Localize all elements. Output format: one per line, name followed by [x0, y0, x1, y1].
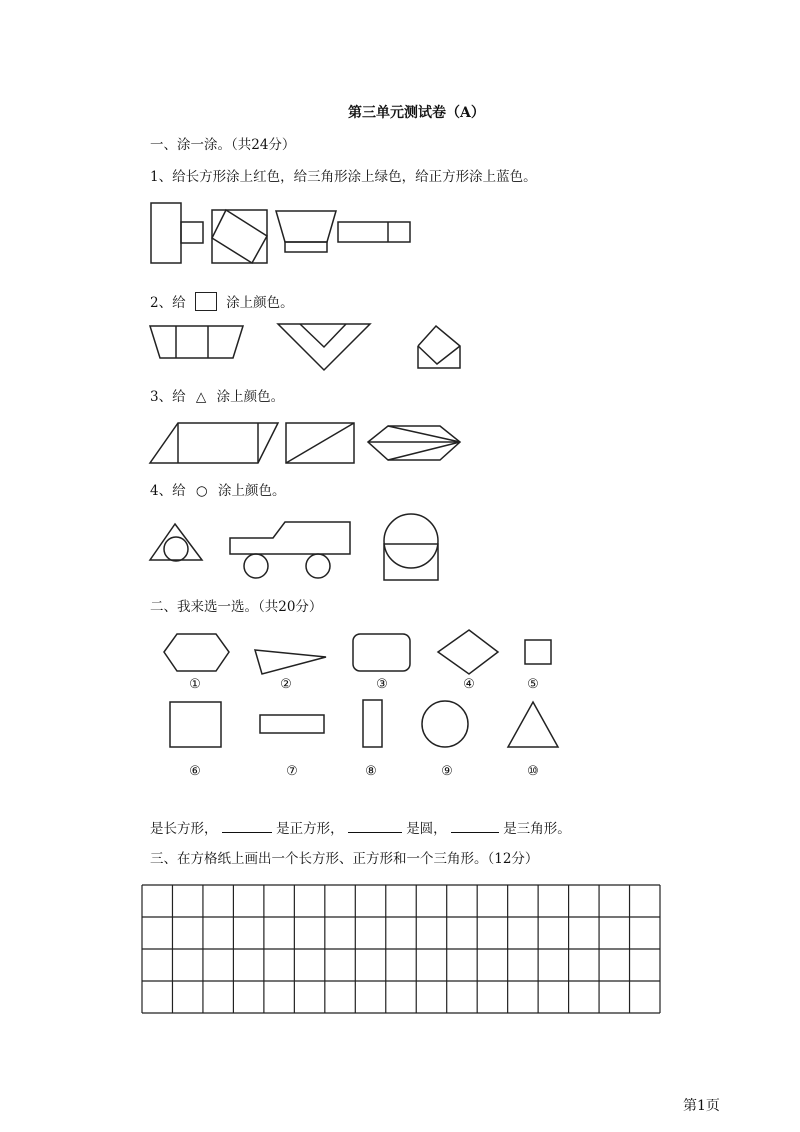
answer-part-2: 是正方形， — [276, 821, 344, 837]
triangle-icon: △ — [195, 389, 207, 405]
label-5: ⑤ — [527, 677, 539, 692]
shape-5-small-square — [525, 640, 551, 664]
q4-figures — [148, 510, 448, 585]
shape-8-tall-rect — [363, 700, 382, 747]
question-1-text: 1、给长方形涂上红色，给三角形涂上绿色，给正方形涂上蓝色。 — [150, 169, 537, 185]
q2-figures — [148, 320, 478, 375]
q1-figure-trapezoid — [276, 211, 336, 252]
answer-blank-circle[interactable] — [348, 818, 402, 833]
q2-figure-house — [418, 326, 460, 368]
q3-figures — [148, 418, 478, 470]
drawing-grid[interactable] — [141, 884, 661, 1014]
section2-shapes — [150, 626, 570, 756]
question-3-text — [150, 388, 284, 406]
shape-9-circle — [422, 701, 468, 747]
label-6: ⑥ — [189, 764, 201, 779]
section1-heading: 一、涂一涂。（共24分） — [150, 137, 296, 153]
q1-figure-square-diamond — [212, 210, 267, 263]
square-icon — [195, 292, 217, 311]
label-1: ① — [189, 677, 201, 692]
q3-suffix: 涂上颜色。 — [216, 389, 285, 405]
question-2-text — [150, 292, 294, 312]
page-number: 第1页 — [683, 1098, 720, 1114]
q2-suffix: 涂上颜色。 — [226, 295, 294, 311]
answer-blank-triangle[interactable] — [451, 818, 499, 833]
answer-part-4: 是三角形。 — [503, 821, 571, 837]
section2-heading: 二、我来选一选。（共20分） — [150, 599, 323, 615]
q2-prefix: 2、给 — [150, 295, 186, 311]
q1-figure-rect-tab — [151, 203, 203, 263]
question-4-text — [150, 482, 285, 500]
q3-figure-parallelogram — [150, 423, 278, 463]
circle-icon: ○ — [195, 483, 208, 499]
label-10: ⑩ — [527, 764, 539, 779]
answer-part-3: 是圆， — [406, 821, 447, 837]
shape-3-rounded-rect — [353, 634, 410, 671]
page-title: 第三单元测试卷（A） — [348, 105, 485, 121]
label-3: ③ — [376, 677, 388, 692]
shape-4-diamond — [438, 630, 498, 674]
q4-figure-car — [230, 522, 350, 578]
q2-figure-trapezoid — [150, 326, 243, 358]
label-8: ⑧ — [365, 764, 377, 779]
shape-1-hexagon — [164, 634, 229, 671]
label-4: ④ — [463, 677, 475, 692]
shape-7-rect — [260, 715, 324, 733]
q3-figure-rect-diagonal — [286, 423, 354, 463]
q4-figure-triangle-circle — [150, 524, 202, 561]
shape-10-triangle — [508, 702, 558, 747]
q4-suffix: 涂上颜色。 — [217, 483, 286, 499]
q4-figure-arch — [384, 514, 438, 580]
answer-blank-square[interactable] — [222, 818, 272, 833]
shape-2-triangle — [255, 650, 326, 674]
q2-figure-triangle — [278, 324, 370, 370]
q1-figure-long-rect — [338, 222, 410, 242]
label-2: ② — [280, 677, 292, 692]
label-9: ⑨ — [441, 764, 453, 779]
shape-6-square — [170, 702, 221, 747]
section2-answer-line — [150, 818, 571, 838]
answer-part-1: 是长方形， — [150, 821, 218, 837]
section3-heading: 三、在方格纸上画出一个长方形、正方形和一个三角形。（12分） — [150, 851, 539, 867]
q1-figures — [148, 198, 418, 268]
q3-prefix: 3、给 — [150, 389, 186, 405]
q3-figure-hexagon — [368, 426, 460, 460]
q4-prefix: 4、给 — [150, 483, 186, 499]
label-7: ⑦ — [286, 764, 298, 779]
